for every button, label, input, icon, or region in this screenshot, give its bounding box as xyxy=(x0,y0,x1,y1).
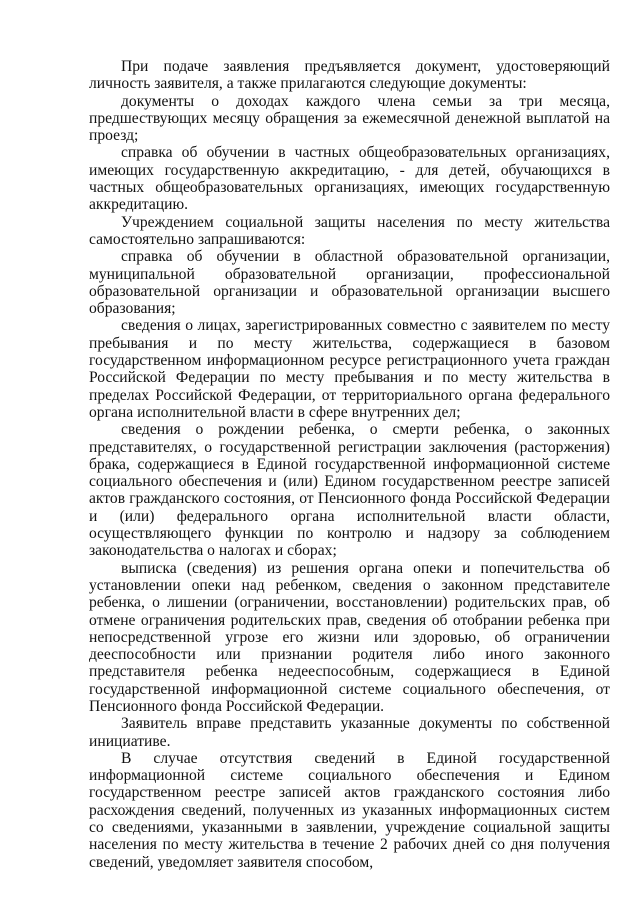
paragraph-registered-persons: сведения о лицах, зарегистрированных совместно с заявителем по месту пребывания и по месту жительства, содержащиеся в базовом государственном информационном ресурсе регистрационного учета граждан Российской Федерации по месту пребывания и по месту жительства в пределах Российской Федерации, от территориального органа федерального органа исполнительной власти в сфере внутренних дел; xyxy=(89,317,610,421)
document-page xyxy=(89,58,610,871)
paragraph-income-documents: документы о доходах каждого члена семьи за три месяца, предшествующих месяцу обращения за ежемесячной денежной выплатой на проезд; xyxy=(89,92,610,145)
paragraph-requested-by-agency: Учреждением социальной защиты населения по месту жительства самостоятельно запрашиваются: xyxy=(89,213,610,248)
paragraph-guardianship-extract: выписка (сведения) из решения органа опеки и попечительства об установлении опеки над ребенком, сведения о законном представителе ребенка, о лишении (ограничении, восстановлении) родительских прав, об отмене ограничения родительских прав, сведения об отобрании ребенка при непосредственной угрозе его жизни или здоровью, об ограничении дееспособности или признании родителя либо иного законного представителя ребенка недееспособным, содержащиеся в Единой государственной информационной системе социального обеспечения, от Пенсионного фонда Российской Федерации. xyxy=(89,559,610,715)
paragraph-education-certificate: справка об обучении в областной образовательной организации, муниципальной образовательной организации, профессиональной образовательной организации и образовательной организации высшего образования; xyxy=(89,248,610,318)
paragraph-documents-intro: При подаче заявления предъявляется документ, удостоверяющий личность заявителя, а также прилагаются следующие документы: xyxy=(89,58,610,93)
paragraph-own-initiative: Заявитель вправе представить указанные документы по собственной инициативе. xyxy=(89,715,610,750)
paragraph-missing-information: В случае отсутствия сведений в Единой государственной информационной системе социального обеспечения и Едином государственном реестре записей актов гражданского состояния либо расхождения сведений, полученных из указанных информационных систем со сведениями, указанными в заявлении, учреждение социальной защиты населения по месту жительства в течение 2 рабочих дней со дня получения сведений, уведомляет заявителя способом, xyxy=(89,749,610,871)
paragraph-birth-death-records: сведения о рождении ребенка, о смерти ребенка, о законных представителях, о государственной регистрации заключения (расторжения) брака, содержащиеся в Единой государственной информационной системе социального обеспечения и (или) Едином государственном реестре записей актов гражданского состояния, от Пенсионного фонда Российской Федерации и (или) федерального органа исполнительной власти области, осуществляющего функции по контролю и надзору за соблюдением законодательства о налогах и сборах; xyxy=(89,421,610,560)
paragraph-private-school-certificate: справка об обучении в частных общеобразовательных организациях, имеющих государственную аккредитацию, - для детей, обучающихся в частных общеобразовательных организациях, имеющих государственную аккредитацию. xyxy=(89,144,610,214)
